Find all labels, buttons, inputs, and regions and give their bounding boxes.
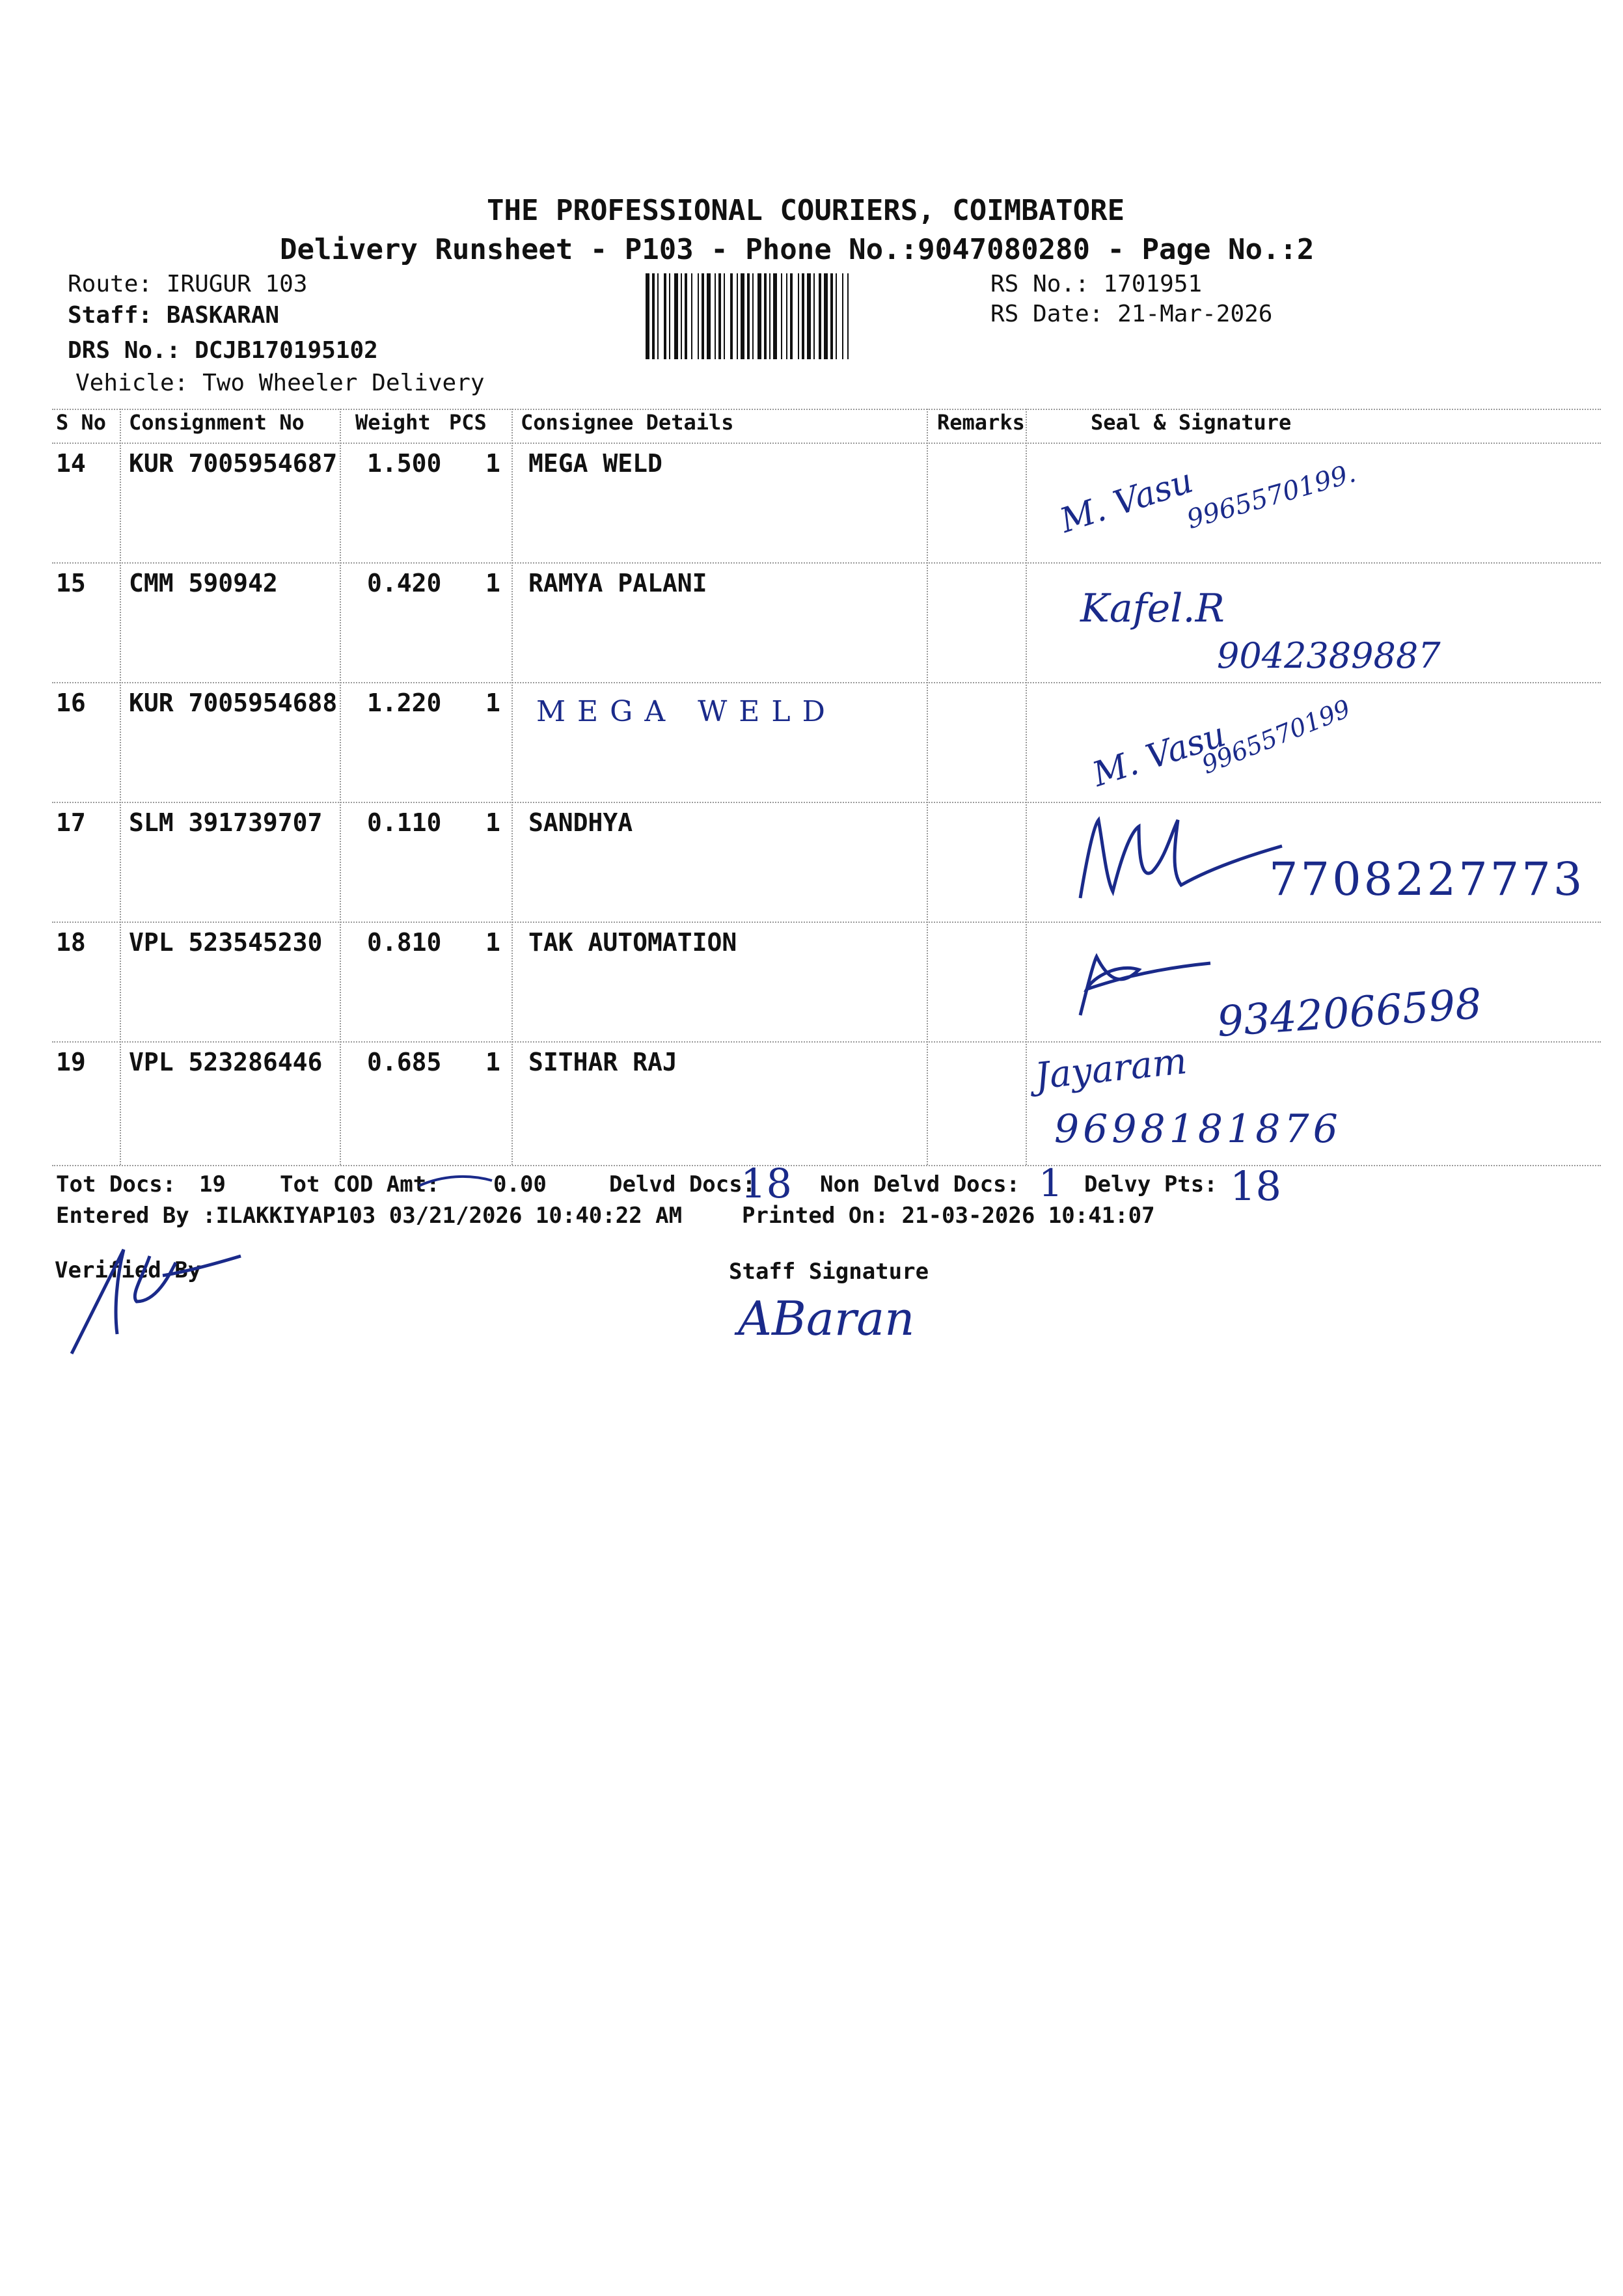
row-consignment: KUR 7005954688 [129,689,338,717]
col-header-pcs: PCS [449,410,487,435]
col-divider [511,409,513,1165]
row-consignment: CMM 590942 [129,569,278,597]
row-pcs: 1 [485,928,500,957]
row-weight: 1.220 [367,689,442,717]
row-sno: 18 [56,928,86,957]
non-delvd-label: Non Delvd Docs: [820,1171,1020,1197]
row-consignment: KUR 7005954687 [129,449,338,478]
col-divider [340,409,341,1165]
signature-name: M. Vasu [1055,461,1198,541]
signature-phone: 9965570199. [1183,458,1359,535]
non-delvd-value: 1 [1039,1161,1063,1205]
verified-signature [52,1237,247,1360]
col-divider [1026,409,1027,1165]
company-title: THE PROFESSIONAL COURIERS, COIMBATORE [487,194,1125,227]
rs-no-text: RS No.: 1701951 [990,271,1203,297]
row-sno: 17 [56,808,86,837]
printed-on: Printed On: 21-03-2026 10:41:07 [742,1203,1155,1229]
barcode-bar [790,273,793,359]
row-line [52,1041,1601,1043]
barcode-bar [707,273,711,359]
barcode-bar [773,273,777,359]
signature-scribble [1067,950,1223,1022]
barcode-bar [802,273,804,359]
barcode-bar [830,273,833,359]
vehicle-text: Vehicle: Two Wheeler Delivery [75,370,485,396]
signature-scribble [1067,807,1289,905]
barcode-bar [702,273,704,359]
route-text: Route: IRUGUR 103 [68,271,308,297]
barcode-bar [764,273,767,359]
row-consignment: VPL 523286446 [129,1048,323,1076]
row-sno: 19 [56,1048,86,1076]
row-sno: 16 [56,689,86,717]
staff-signature-label: Staff Signature [729,1259,929,1285]
barcode-bar [674,273,678,359]
barcode-bar [813,273,815,359]
table-bottom-line [52,1165,1601,1166]
row-pcs: 1 [485,569,500,597]
barcode-bar [769,273,771,359]
drs-text: DRS No.: DCJB170195102 [68,337,378,364]
col-header-consignment: Consignment No [129,410,305,435]
signature-name: Kafel.R [1080,586,1225,631]
row-line [52,682,1601,683]
staff-text: Staff: BASKARAN [68,302,280,329]
barcode-bar [691,273,692,359]
barcode-bar [715,273,716,359]
row-line [52,802,1601,803]
row-weight: 0.810 [367,928,442,957]
barcode-bar [741,273,744,359]
signature-name: M. Vasu [1087,715,1231,795]
row-weight: 1.500 [367,449,442,478]
barcode-bar [786,273,787,359]
barcode-bar [757,273,761,359]
barcode-bar [718,273,721,359]
cod-strike-mark [416,1171,495,1191]
delvd-docs-value: 18 [741,1160,792,1207]
barcode-bar [685,273,687,359]
runsheet-subtitle: Delivery Runsheet - P103 - Phone No.:9047080280 - Page No.:2 [280,233,1315,266]
barcode-bar [781,273,782,359]
row-consignee: TAK AUTOMATION [528,928,737,957]
rs-date-text: RS Date: 21-Mar-2026 [990,301,1273,327]
col-header-remarks: Remarks [937,410,1025,435]
signature-phone: 7708227773 [1269,853,1585,906]
barcode-bar [819,273,821,359]
signature-name: Jayaram [1033,1039,1189,1099]
barcode-bar [824,273,828,359]
row-sno: 15 [56,569,86,597]
entered-by: Entered By :ILAKKIYAP103 03/21/2026 10:40:22 AM [56,1203,683,1229]
row-sno: 14 [56,449,86,478]
delvy-pts-label: Delvy Pts: [1084,1171,1218,1197]
barcode-bar [724,273,725,359]
col-header-consignee: Consignee Details [521,410,734,435]
barcode-bar [842,273,843,359]
tot-cod-value: 0.00 [493,1171,547,1197]
barcode-bar [646,273,649,359]
row-consignment: VPL 523545230 [129,928,323,957]
row-weight: 0.685 [367,1048,442,1076]
delvy-pts-value: 18 [1230,1162,1281,1210]
barcode-bar [807,273,811,359]
staff-signature-hand: ABaran [738,1291,915,1346]
barcode-bar [664,273,666,359]
barcode-bar [747,273,750,359]
verified-by-label: Verified By [55,1257,202,1283]
barcode-bar [652,273,655,359]
row-weight: 0.110 [367,808,442,837]
col-header-signature: Seal & Signature [1091,410,1292,435]
col-header-weight: Weight [355,410,431,435]
row-line [52,562,1601,564]
row-consignee: MEGA WELD [528,449,662,478]
signature-phone: 9042389887 [1217,635,1441,676]
row-consignee: RAMYA PALANI [528,569,707,597]
barcode-bar [657,273,659,359]
row-consignee-handwritten: MEGA WELD [536,695,837,728]
barcode-bar [798,273,799,359]
tot-docs-value: 19 [199,1171,226,1197]
row-pcs: 1 [485,1048,500,1076]
signature-phone: 9965570199 [1197,694,1355,780]
signature-phone: 9698181876 [1054,1106,1342,1152]
barcode-bar [737,273,738,359]
col-divider [120,409,121,1165]
barcode-bar [669,273,670,359]
delvd-docs-label: Delvd Docs: [609,1171,756,1197]
header-bottom-line [52,443,1601,444]
row-weight: 0.420 [367,569,442,597]
barcode-bar [730,273,733,359]
barcode-bar [836,273,837,359]
row-pcs: 1 [485,689,500,717]
barcode-bar [752,273,754,359]
signature-phone: 9342066598 [1215,979,1484,1047]
col-divider [927,409,928,1165]
barcode [644,273,983,359]
tot-cod-label: Tot COD Amt: [280,1171,440,1197]
tot-docs-label: Tot Docs: [56,1171,176,1197]
row-pcs: 1 [485,449,500,478]
row-pcs: 1 [485,808,500,837]
barcode-bar [847,273,849,359]
row-consignee: SITHAR RAJ [528,1048,677,1076]
col-header-sno: S No [56,410,107,435]
row-consignee: SANDHYA [528,808,633,837]
barcode-bar [698,273,699,359]
row-line [52,922,1601,923]
barcode-bar [681,273,682,359]
row-consignment: SLM 391739707 [129,808,323,837]
